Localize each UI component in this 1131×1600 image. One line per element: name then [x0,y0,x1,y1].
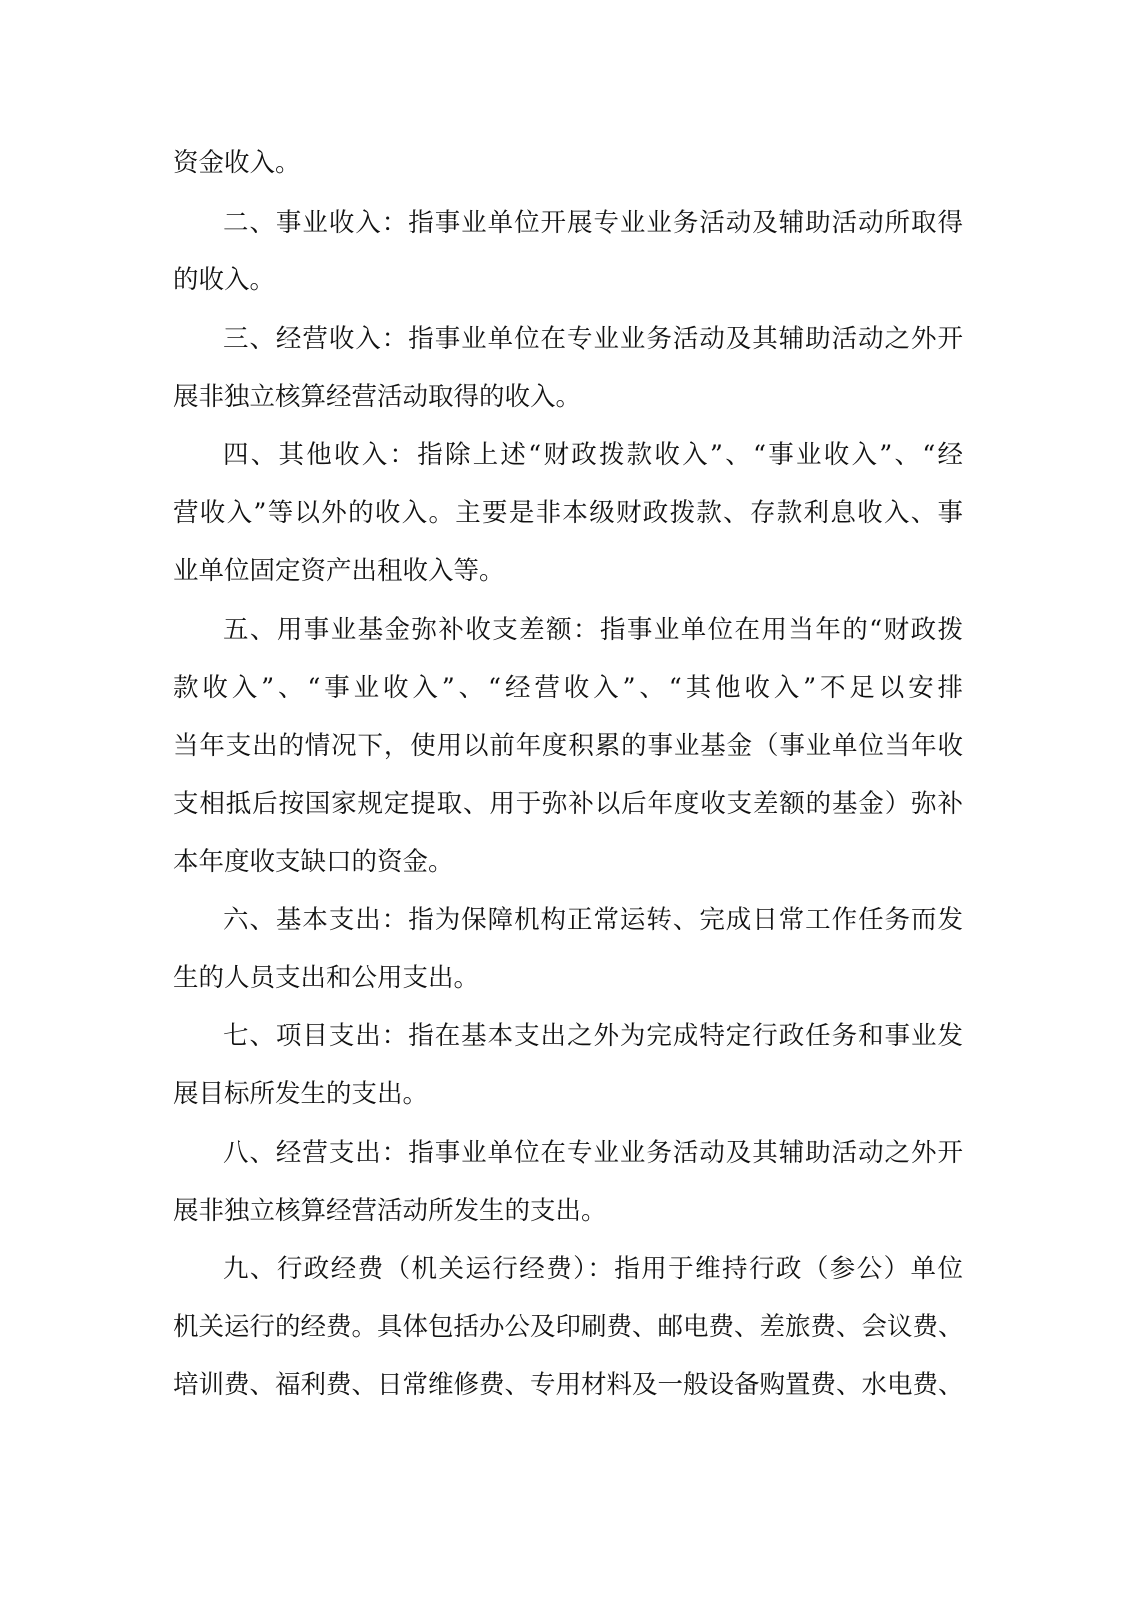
text-line-5: 展非独立核算经营活动取得的收入。 [173,382,582,412]
text-line-20: 九、行政经费（机关运行经费）：指用于维持行政（参公）单位 [223,1254,963,1284]
text-line-21: 机关运行的经费。具体包括办公及印刷费、邮电费、差旅费、会议费、 [173,1312,964,1342]
text-line-12: 支相抵后按国家规定提取、用于弥补以后年度收支差额的基金）弥补 [173,789,963,819]
text-line-9: 五、用事业基金弥补收支差额：指事业单位在用当年的“财政拨 [223,615,963,645]
text-line-15: 生的人员支出和公用支出。 [173,963,480,993]
text-line-16: 七、项目支出：指在基本支出之外为完成特定行政任务和事业发 [223,1021,963,1051]
text-line-19: 展非独立核算经营活动所发生的支出。 [173,1196,607,1226]
text-line-1: 资金收入。 [173,148,301,178]
text-line-10: 款收入”、“事业收入”、“经营收入”、“其他收入”不足以安排 [173,673,963,703]
text-line-13: 本年度收支缺口的资金。 [173,847,454,877]
text-line-17: 展目标所发生的支出。 [173,1079,429,1109]
text-line-4: 三、经营收入：指事业单位在专业业务活动及其辅助活动之外开 [223,324,963,354]
text-line-8: 业单位固定资产出租收入等。 [173,556,505,586]
text-line-18: 八、经营支出：指事业单位在专业业务活动及其辅助活动之外开 [223,1138,963,1168]
text-line-6: 四、其他收入：指除上述“财政拨款收入”、“事业收入”、“经 [223,440,963,470]
text-line-22: 培训费、福利费、日常维修费、专用材料及一般设备购置费、水电费、 [173,1370,964,1400]
text-line-11: 当年支出的情况下，使用以前年度积累的事业基金（事业单位当年收 [173,731,963,761]
text-line-14: 六、基本支出：指为保障机构正常运转、完成日常工作任务而发 [223,905,963,935]
text-line-2: 二、事业收入：指事业单位开展专业业务活动及辅助活动所取得 [223,208,963,238]
text-line-7: 营收入”等以外的收入。主要是非本级财政拨款、存款利息收入、事 [173,498,963,528]
text-line-3: 的收入。 [173,265,276,295]
